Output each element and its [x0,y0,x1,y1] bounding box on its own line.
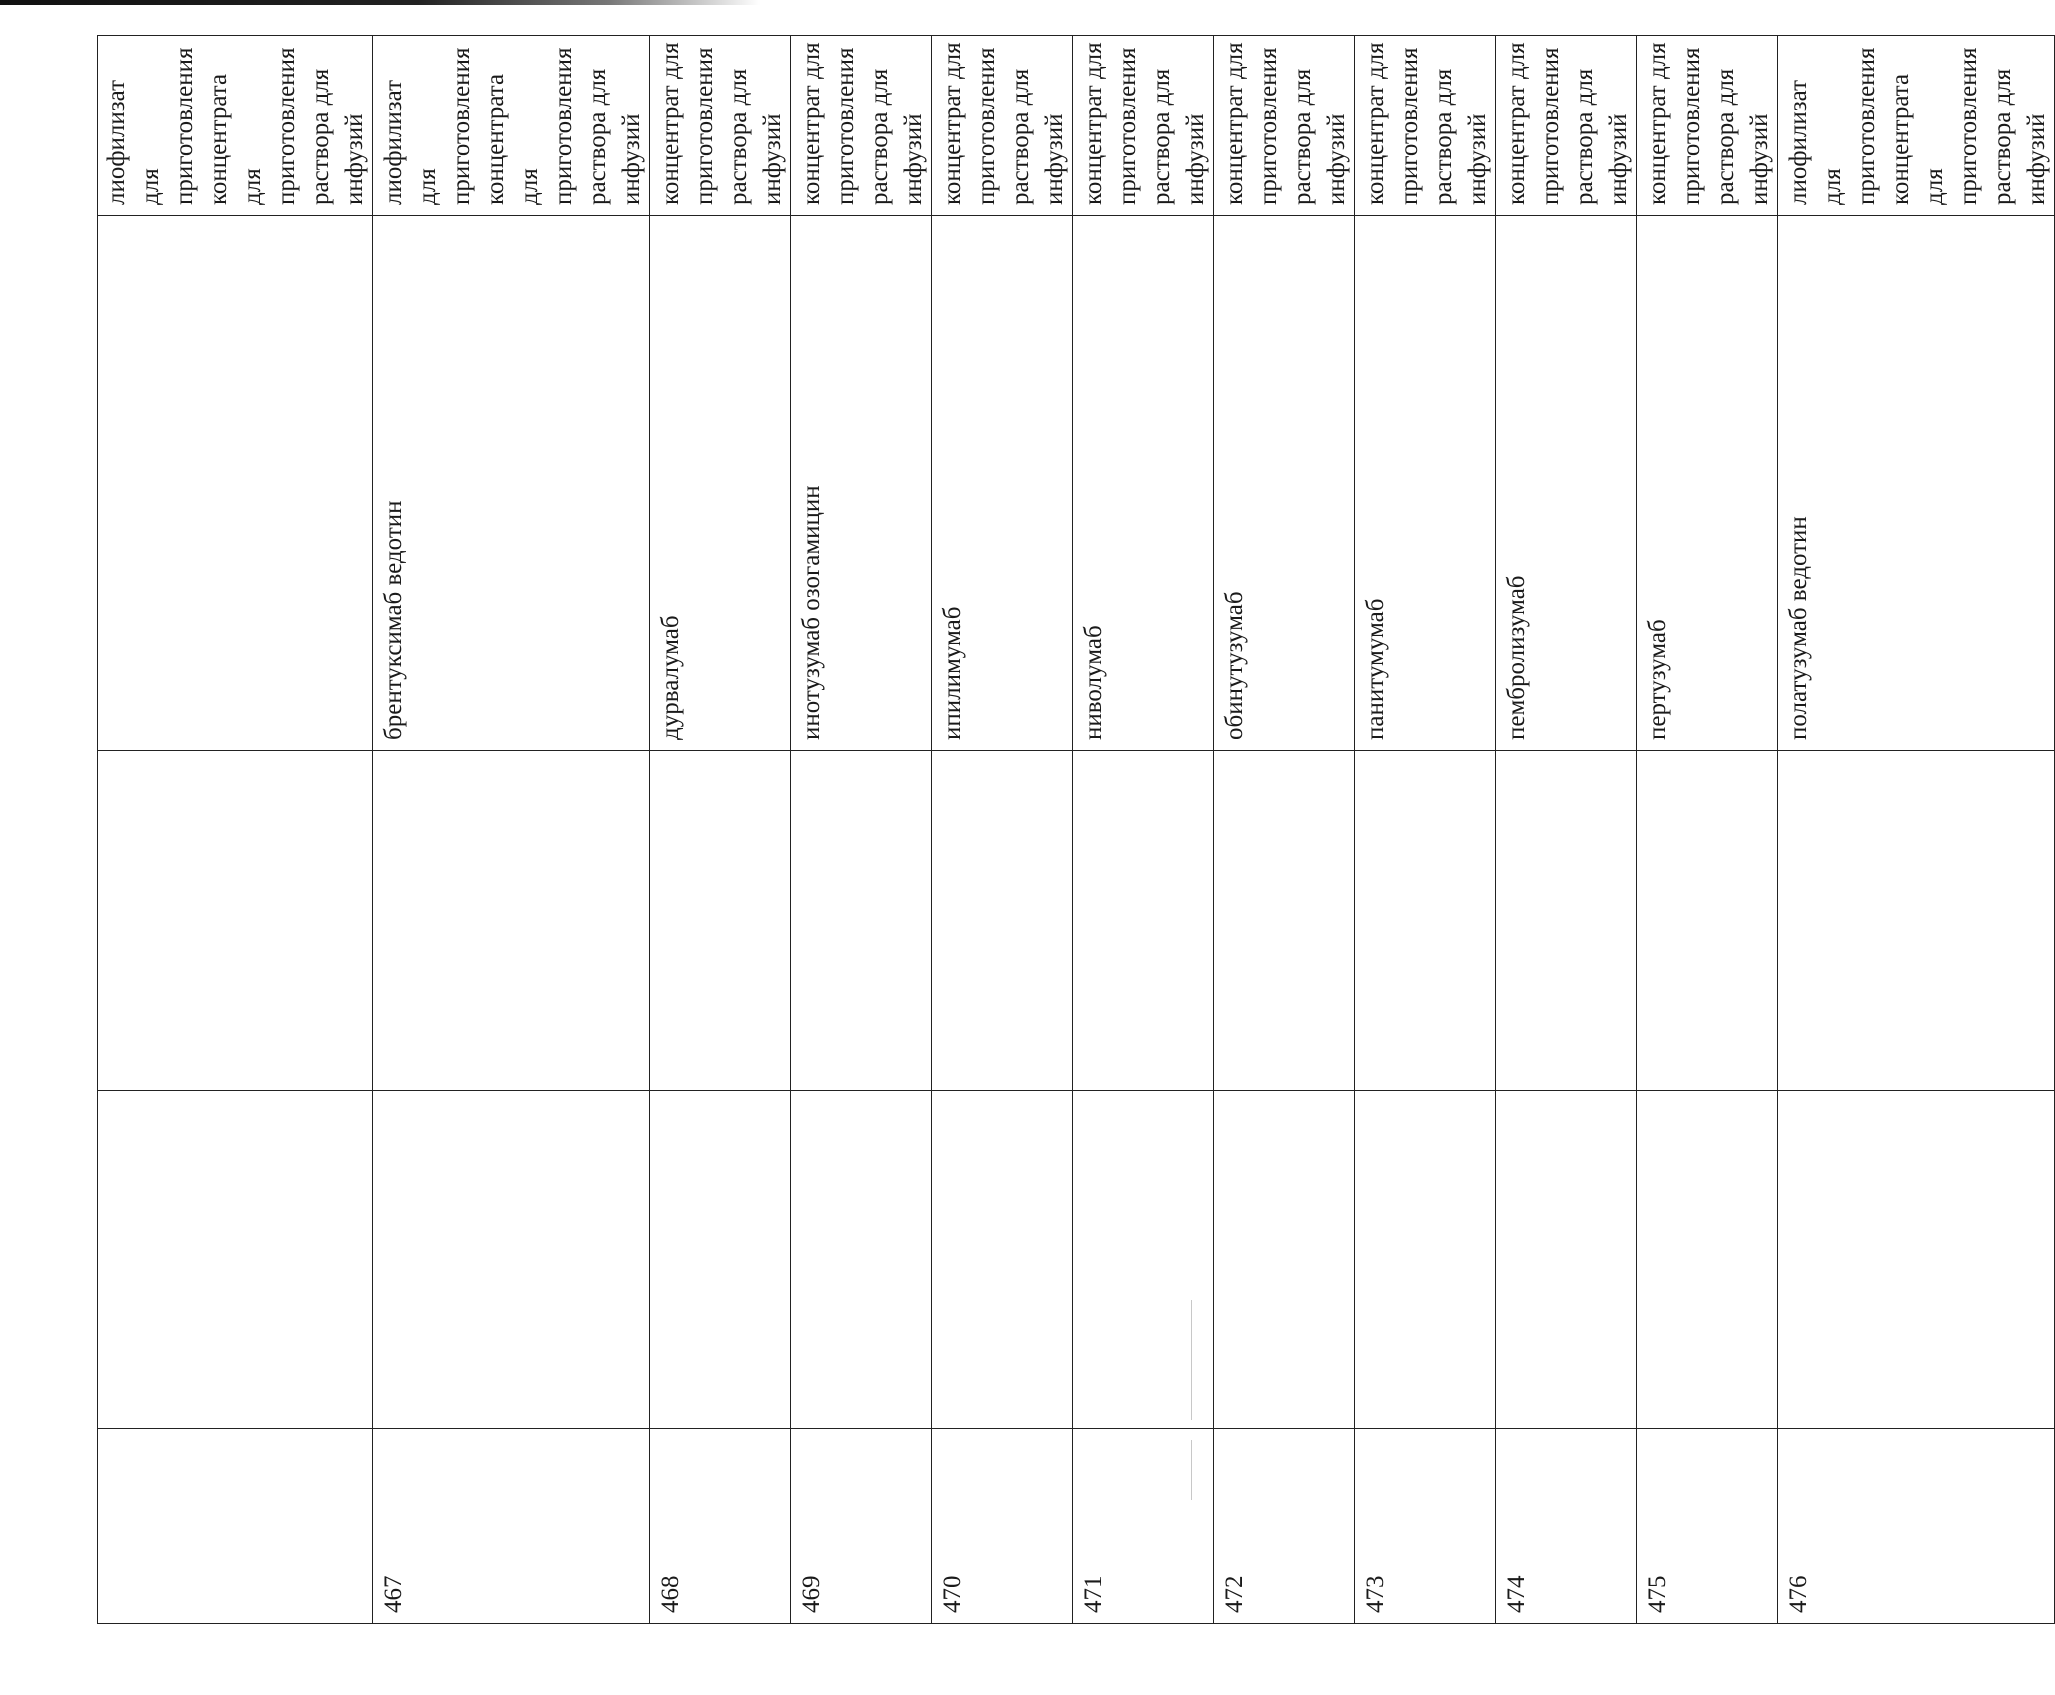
table-row [650,36,791,1624]
cell-code [1073,1091,1214,1429]
cell-code [1778,1091,2055,1429]
scan-edge-shadow [0,0,760,5]
rotated-table-container [97,36,2050,1624]
cell-name: пембролизумаб [1496,216,1637,751]
cell-code [373,1091,650,1429]
cell-num: 472 [1214,1429,1355,1624]
cell-name: полатузумаб ведотин [1778,216,2055,751]
cell-name: панитумумаб [1355,216,1496,751]
cell-atc [791,751,932,1091]
cell-code [932,1091,1073,1429]
cell-name: дурвалумаб [650,216,791,751]
table-row [1073,36,1214,1624]
cell-atc [1214,751,1355,1091]
cell-code [650,1091,791,1429]
cell-atc [650,751,791,1091]
cell-dosage-form: концентрат для приготовления раствора для инфузий [650,36,791,216]
table-row [932,36,1073,1624]
cell-dosage-form: концентрат для приготовления раствора для инфузий [1637,36,1778,216]
cell-num: 471 [1073,1429,1214,1624]
cell-num: 474 [1496,1429,1637,1624]
table-row [791,36,932,1624]
cell-dosage-form: концентрат для приготовления раствора для инфузий [932,36,1073,216]
cell-name: инотузумаб озогамицин [791,216,932,751]
table-row [1637,36,1778,1624]
cell-code [1214,1091,1355,1429]
cell-num: 467 [373,1429,650,1624]
table-row [1778,36,2055,1624]
table-row-continuation [98,36,373,1624]
cell-atc [1073,751,1214,1091]
table-row [1496,36,1637,1624]
cell-code [1496,1091,1637,1429]
cell-dosage-form: лиофилизат для приготовления концентрата для приготовления раствора для инфузий [373,36,650,216]
cell-name: пертузумаб [1637,216,1778,751]
cell-num: 470 [932,1429,1073,1624]
cell-dosage-form: лиофилизат для приготовления концентрата для приготовления раствора для инфузий [98,36,373,216]
cell-name: ипилимумаб [932,216,1073,751]
table-row [373,36,650,1624]
cell-num: 475 [1637,1429,1778,1624]
cell-atc [932,751,1073,1091]
cell-name: обинутузумаб [1214,216,1355,751]
cell-dosage-form: концентрат для приготовления раствора для инфузий [1355,36,1496,216]
cell-dosage-form: концентрат для приготовления раствора для инфузий [1496,36,1637,216]
drug-list-table [97,35,2055,1624]
cell-code [98,1091,373,1429]
cell-atc [1778,751,2055,1091]
cell-atc [1355,751,1496,1091]
cell-code [1637,1091,1778,1429]
cell-atc [373,751,650,1091]
cell-num: 476 [1778,1429,2055,1624]
cell-name: ниволумаб [1073,216,1214,751]
cell-num: 468 [650,1429,791,1624]
cell-atc [1496,751,1637,1091]
table-row [1355,36,1496,1624]
cell-dosage-form: концентрат для приготовления раствора для инфузий [1214,36,1355,216]
cell-name: брентуксимаб ведотин [373,216,650,751]
cell-atc [98,751,373,1091]
cell-name [98,216,373,751]
cell-dosage-form: лиофилизат для приготовления концентрата для приготовления раствора для инфузий [1778,36,2055,216]
cell-num: 469 [791,1429,932,1624]
cell-dosage-form: концентрат для приготовления раствора для инфузий [791,36,932,216]
cell-num: 473 [1355,1429,1496,1624]
cell-code [1355,1091,1496,1429]
cell-atc [1637,751,1778,1091]
table-row [1214,36,1355,1624]
cell-dosage-form: концентрат для приготовления раствора для инфузий [1073,36,1214,216]
cell-code [791,1091,932,1429]
cell-num [98,1429,373,1624]
